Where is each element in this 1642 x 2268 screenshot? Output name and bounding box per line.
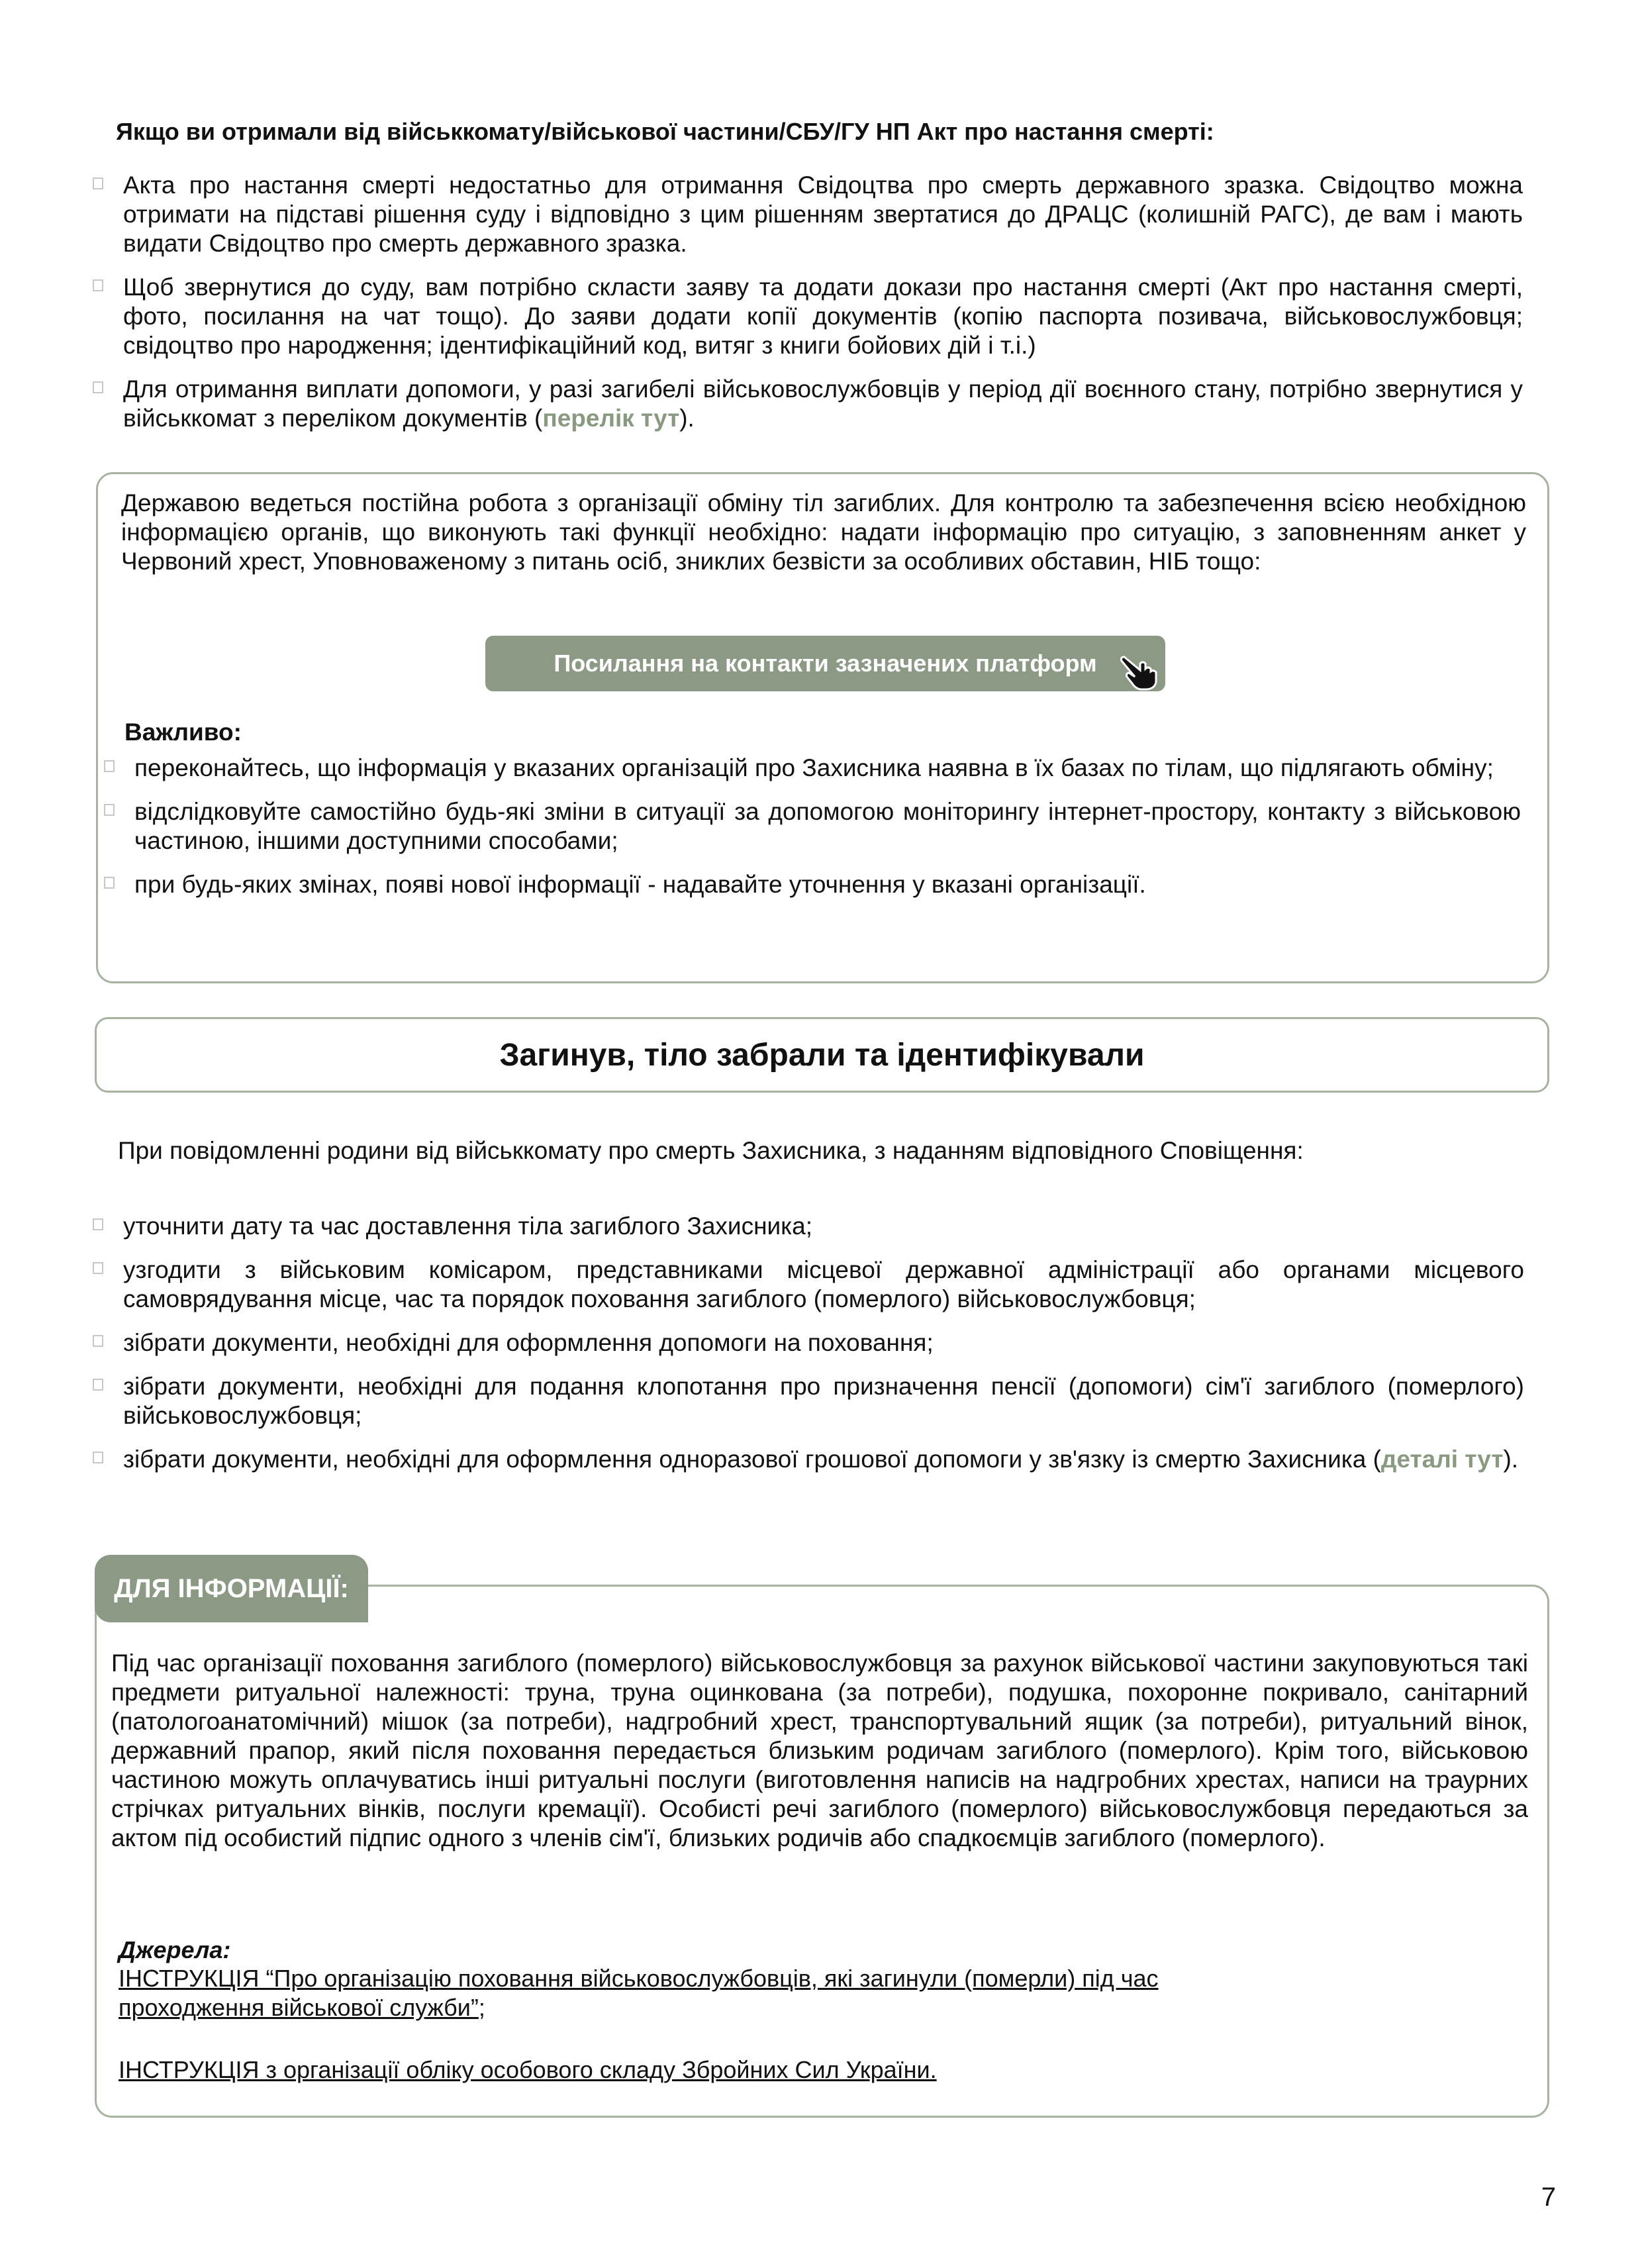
list-item: переконайтесь, що інформація у вказаних організацій про Захисника наявна в їх базах по тілам, що підлягають обміну; [104,754,1521,783]
platforms-contacts-button[interactable] [485,636,1165,691]
details-link[interactable]: деталі тут [1380,1446,1504,1473]
documents-list-link[interactable]: перелік тут [542,405,680,432]
notice-intro: При повідомленні родини від військкомату про смерть Захисника, з наданням відповідного Сповіщення: [118,1137,1304,1164]
checkbox-bullet-icon [93,177,103,189]
list-item: Акта про настання смерті недостатньо для отримання Свідоцтва про смерть державного зразка. Свідоцтво можна отримати на підставі рішення суду і відповідно з цим рішенням звертатися до ДРАЦС (колишній РАГС), де вам і мають видати Свідоцтво про смерть державного зразка. [93,171,1523,258]
list-item: зібрати документи, необхідні для подання клопотання про призначення пенсії (допомоги) сім'ї загиблого (померлого) військовослужбовця; [93,1372,1524,1430]
sources-label: Джерела: [119,1936,231,1963]
lead-heading: Якщо ви отримали від військкомату/військової частини/СБУ/ГУ НП Акт про настання смерті: [116,118,1214,145]
checkbox-bullet-icon [93,1218,103,1230]
info-tab [95,1555,368,1622]
checkbox-bullet-icon [93,279,103,291]
list-item: Для отримання виплати допомоги, у разі загибелі військовослужбовців у період дії воєнного стану, потрібно звернутися у військкомат з переліком документів (перелік тут). [93,375,1523,433]
source-1: ІНСТРУКЦІЯ “Про організацію поховання військовослужбовців, які загинули (померли) під час проходження військової служби”; [119,1965,1159,2021]
checkbox-bullet-icon [93,1452,103,1463]
source-2 [119,2055,937,2085]
checkbox-bullet-icon [93,1335,103,1347]
section-title-box [95,1017,1549,1093]
button-label: Посилання на контакти зазначених платформ [554,650,1097,677]
info-box [95,1585,1549,2118]
checkbox-bullet-icon [104,760,115,772]
checkbox-bullet-icon [104,804,115,816]
list-item: зібрати документи, необхідні для оформлення одноразової грошової допомоги у зв'язку із смертю Захисника (деталі тут). [93,1445,1524,1474]
info-text: Під час організації поховання загиблого (померлого) військовослужбовця за рахунок військової частини закуповуються такі предмети ритуальної належності: труна, труна оцинкована (за потреби), подушка, похоронне покривало, санітарний (патологоанатомічний) мішок (за потреби), надгробний хрест, транспортувальний ящик (за потреби), ритуальний вінок, державний прапор, який після поховання передається близьким родичам загиблого (померлого). Крім того, військовою частиною можуть оплачуватись інші ритуальні послуги (виготовлення написів на надгробних хрестах, написи на траурних стрічках ритуальних вінків, послуги кремації). Особисті речі загиблого (померлого) військовослужбовця передаються за актом під особистий підпис одного з членів сім'ї, близьких родичів або спадкоємців загиблого (померлого). [111,1650,1528,1851]
important-list [104,754,1521,914]
section-title: Загинув, тіло забрали та ідентифікували [499,1037,1145,1073]
checkbox-bullet-icon [104,877,115,889]
pointing-hand-icon [1120,652,1161,691]
source-1-link[interactable]: ІНСТРУКЦІЯ “Про організацію поховання військовослужбовців, які загинули (померли) під час проходження військової служби” [119,1965,1159,2021]
list-item: зібрати документи, необхідні для оформлення допомоги на поховання; [93,1328,1524,1357]
list-item: Щоб звернутися до суду, вам потрібно скласти заяву та додати докази про настання смерті (Акт про настання смерті, фото, посилання на чат тощо). До заяви додати копії документів (копію паспорта позивача, військовослужбовця; свідоцтво про народження; ідентифікаційний код, витяг з книги бойових дій і т.і.) [93,273,1523,360]
important-label: Важливо: [124,718,242,746]
checkbox-bullet-icon [93,1379,103,1391]
list-item: узгодити з військовим комісаром, представниками місцевої державної адміністрації або органами місцевого самоврядування місце, час та порядок поховання загиблого (померлого) військовослужбовця; [93,1256,1524,1314]
list-item: при будь-яких змінах, появі нової інформації - надавайте уточнення у вказані організації. [104,870,1521,899]
act-list [93,171,1523,448]
list-item: відслідковуйте самостійно будь-які зміни в ситуації за допомогою моніторингу інтернет-простору, контакту з військовою частиною, іншими доступними способами; [104,797,1521,856]
exchange-text: Державою ведеться постійна робота з організації обміну тіл загиблих. Для контролю та забезпечення всією необхідною інформацією органів, що виконують такі функції необхідно: надати інформацію про ситуацію, з заповненням анкет у Червоний хрест, Уповноваженому з питань осіб, зниклих безвісти за особливих обставин, НІБ тощо: [121,489,1526,575]
list-item: уточнити дату та час доставлення тіла загиблого Захисника; [93,1212,1524,1241]
page-number: 7 [1541,2183,1556,2212]
checkbox-bullet-icon [93,381,103,393]
info-tab-label: ДЛЯ ІНФОРМАЦІЇ: [114,1573,349,1603]
notice-list [93,1212,1524,1489]
checkbox-bullet-icon [93,1262,103,1274]
source-2-link[interactable]: ІНСТРУКЦІЯ з організації обліку особового складу Збройних Сил України. [119,2056,937,2083]
